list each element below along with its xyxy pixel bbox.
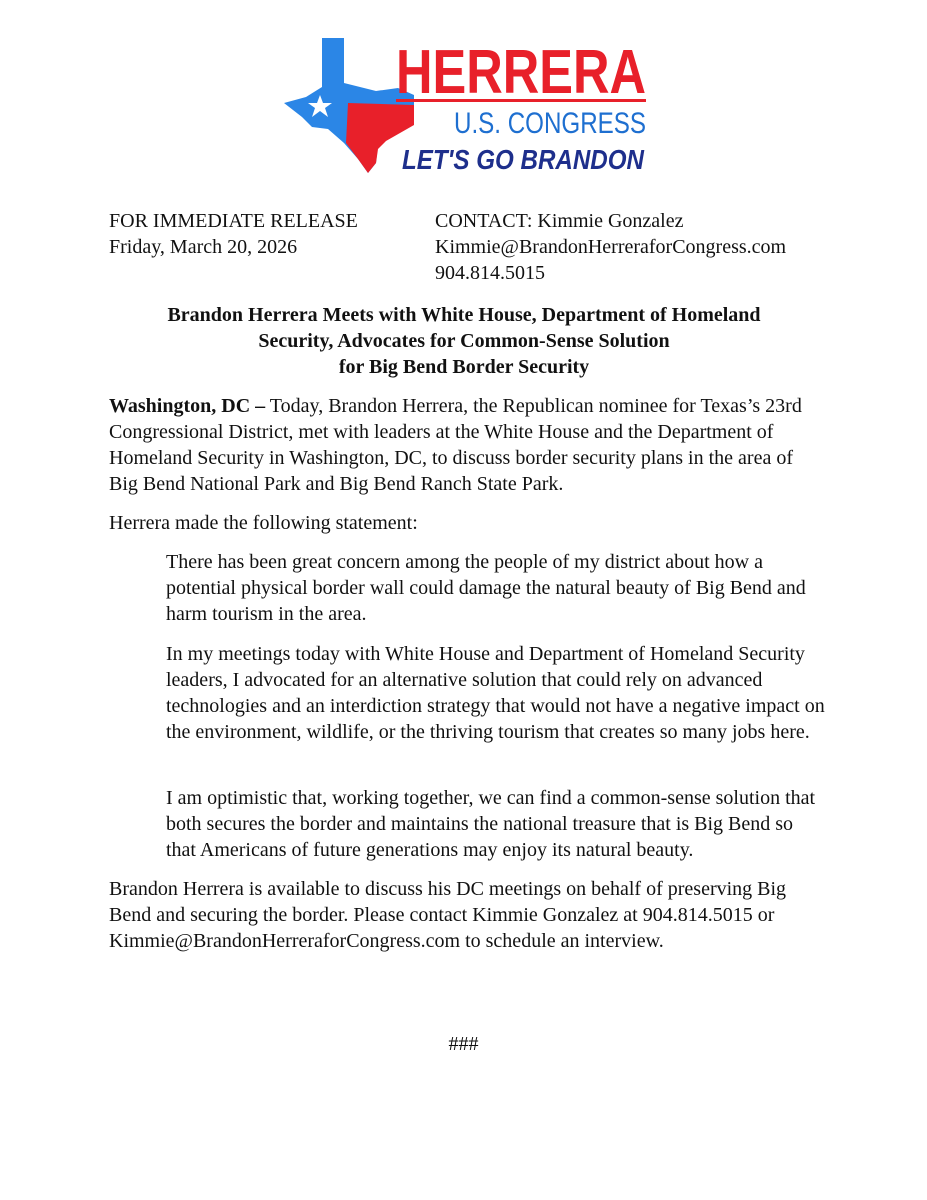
release-label: FOR IMMEDIATE RELEASE xyxy=(109,210,358,232)
statement-quote-1: There has been great concern among the people of my district about how a potential physical border wall could damage the natural beauty of Big Bend and harm tourism in the area. xyxy=(166,551,806,625)
headline-line-2: Security, Advocates for Common-Sense Solution xyxy=(258,330,670,352)
headline-line-3: for Big Bend Border Security xyxy=(338,356,590,378)
contact-phone: 904.814.5015 xyxy=(435,262,545,284)
press-release-headline xyxy=(109,302,819,380)
statement-quote-3: I am optimistic that, working together, we can find a common-sense solution that both secures the border and maintains the national treasure that is Big Bend so that Americans of future generations may enjoy its natural beauty. xyxy=(166,787,816,861)
body-paragraph-1-text: Today, Brandon Herrera, the Republican nominee for Texas’s 23rd Congressional District, met with leaders at the White House and the Department of Homeland Security in Washington, DC, to discuss border security plans in the area of Big Bend National Park and Big Bend Ranch State Park. xyxy=(109,395,802,495)
logo-name: HERRERA xyxy=(396,38,646,107)
contact-email[interactable]: Kimmie@BrandonHerreraforCongress.com xyxy=(435,236,787,258)
contact-info xyxy=(435,208,786,286)
body-paragraph-3: Brandon Herrera is available to discuss his DC meetings on behalf of preserving Big Bend and securing the border. Please contact Kimmie Gonzalez at 904.814.5015 or Kimmie@BrandonHerreraforCongress.com to schedule an interview. xyxy=(109,878,787,952)
dateline: Washington, DC – xyxy=(109,395,266,417)
logo-slogan: LET'S GO BRANDON xyxy=(402,144,645,175)
release-info xyxy=(109,208,358,260)
body-paragraph-1 xyxy=(109,393,821,497)
release-date: Friday, March 20, 2026 xyxy=(109,236,298,258)
end-mark: ### xyxy=(448,1033,479,1055)
statement-quote-2: In my meetings today with White House and Department of Homeland Security leaders, I advocated for an alternative solution that could rely on advanced technologies and an interdiction strategy that would not have a negative impact on the environment, wildlife, or the thriving tourism that creates so many jobs here. xyxy=(166,643,825,743)
body-paragraph-2: Herrera made the following statement: xyxy=(109,512,418,534)
contact-label: CONTACT: Kimmie Gonzalez xyxy=(435,210,684,232)
headline-line-1: Brandon Herrera Meets with White House, Department of Homeland xyxy=(167,304,761,326)
logo-office: U.S. CONGRESS xyxy=(454,107,646,140)
campaign-logo xyxy=(278,33,650,183)
